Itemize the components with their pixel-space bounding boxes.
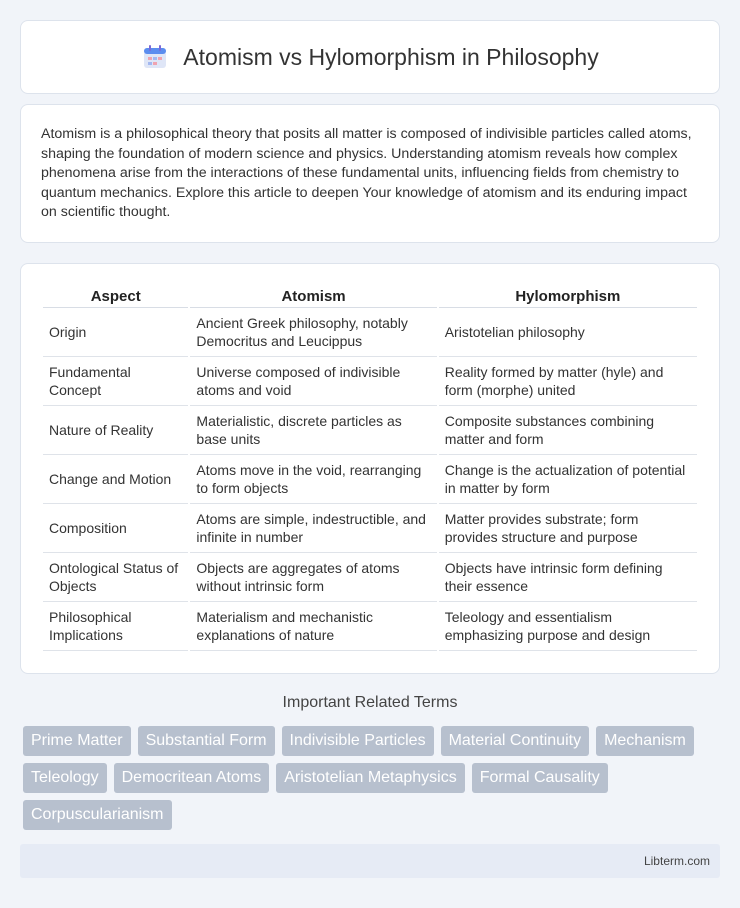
cell-atomism: Universe composed of indivisible atoms and void [190, 357, 436, 406]
cell-hylomorphism: Aristotelian philosophy [439, 308, 697, 357]
calendar-icon [141, 43, 169, 71]
intro-text: Atomism is a philosophical theory that posits all matter is composed of indivisible particles called atoms, shaping the foundation of modern science and physics. Understanding atomism reveals how complex phenomena arise from the interactions of these fundamental units, influencing fields from chemistry to quantum mechanics. Explore this article to deepen Your knowledge of atomism and its enduring impact on scientific thought. [41, 126, 692, 221]
cell-aspect: Origin [43, 308, 188, 357]
cell-aspect: Change and Motion [43, 455, 188, 504]
term-tag[interactable]: Formal Causality [472, 763, 608, 793]
term-tag[interactable]: Material Continuity [441, 726, 590, 756]
cell-aspect: Fundamental Concept [43, 357, 188, 406]
cell-hylomorphism: Matter provides substrate; form provides structure and purpose [439, 504, 697, 553]
cell-hylomorphism: Change is the actualization of potential in matter by form [439, 455, 697, 504]
cell-atomism: Materialism and mechanistic explanations of nature [190, 602, 436, 651]
cell-aspect: Philosophical Implications [43, 602, 188, 651]
table-row [43, 308, 697, 357]
term-tag[interactable]: Teleology [23, 763, 107, 793]
page-title: Atomism vs Hylomorphism in Philosophy [183, 43, 599, 70]
term-tag[interactable]: Substantial Form [138, 726, 275, 756]
term-tag[interactable]: Indivisible Particles [282, 726, 434, 756]
term-tag[interactable]: Prime Matter [23, 726, 131, 756]
cell-aspect: Ontological Status of Objects [43, 553, 188, 602]
table-row [43, 602, 697, 651]
cell-atomism: Objects are aggregates of atoms without intrinsic form [190, 553, 436, 602]
table-row [43, 357, 697, 406]
term-tag[interactable]: Mechanism [596, 726, 694, 756]
table-row [43, 406, 697, 455]
term-tag[interactable]: Aristotelian Metaphysics [276, 763, 465, 793]
table-row [43, 455, 697, 504]
cell-hylomorphism: Teleology and essentialism emphasizing purpose and design [439, 602, 697, 651]
related-terms-list [23, 726, 723, 830]
footer-site-link[interactable]: Libterm.com [643, 854, 710, 868]
cell-hylomorphism: Objects have intrinsic form defining their essence [439, 553, 697, 602]
term-tag[interactable]: Democritean Atoms [114, 763, 270, 793]
related-terms-title: Important Related Terms [282, 694, 458, 711]
footer [20, 844, 720, 878]
cell-aspect: Composition [43, 504, 188, 553]
header-card [20, 20, 720, 94]
cell-hylomorphism: Composite substances combining matter and form [439, 406, 697, 455]
cell-hylomorphism: Reality formed by matter (hyle) and form (morphe) united [439, 357, 697, 406]
cell-atomism: Atoms move in the void, rearranging to form objects [190, 455, 436, 504]
cell-atomism: Atoms are simple, indestructible, and infinite in number [190, 504, 436, 553]
table-row [43, 504, 697, 553]
term-tag[interactable]: Corpuscularianism [23, 800, 172, 830]
cell-aspect: Nature of Reality [43, 406, 188, 455]
header-aspect: Aspect [43, 282, 188, 308]
comparison-table [41, 282, 699, 651]
cell-atomism: Ancient Greek philosophy, notably Democritus and Leucippus [190, 308, 436, 357]
comparison-table-card [20, 263, 720, 674]
table-row [43, 553, 697, 602]
table-header-row [43, 282, 697, 308]
header-atomism: Atomism [190, 282, 436, 308]
header-hylomorphism: Hylomorphism [439, 282, 697, 308]
intro-card [20, 104, 720, 243]
cell-atomism: Materialistic, discrete particles as base units [190, 406, 436, 455]
